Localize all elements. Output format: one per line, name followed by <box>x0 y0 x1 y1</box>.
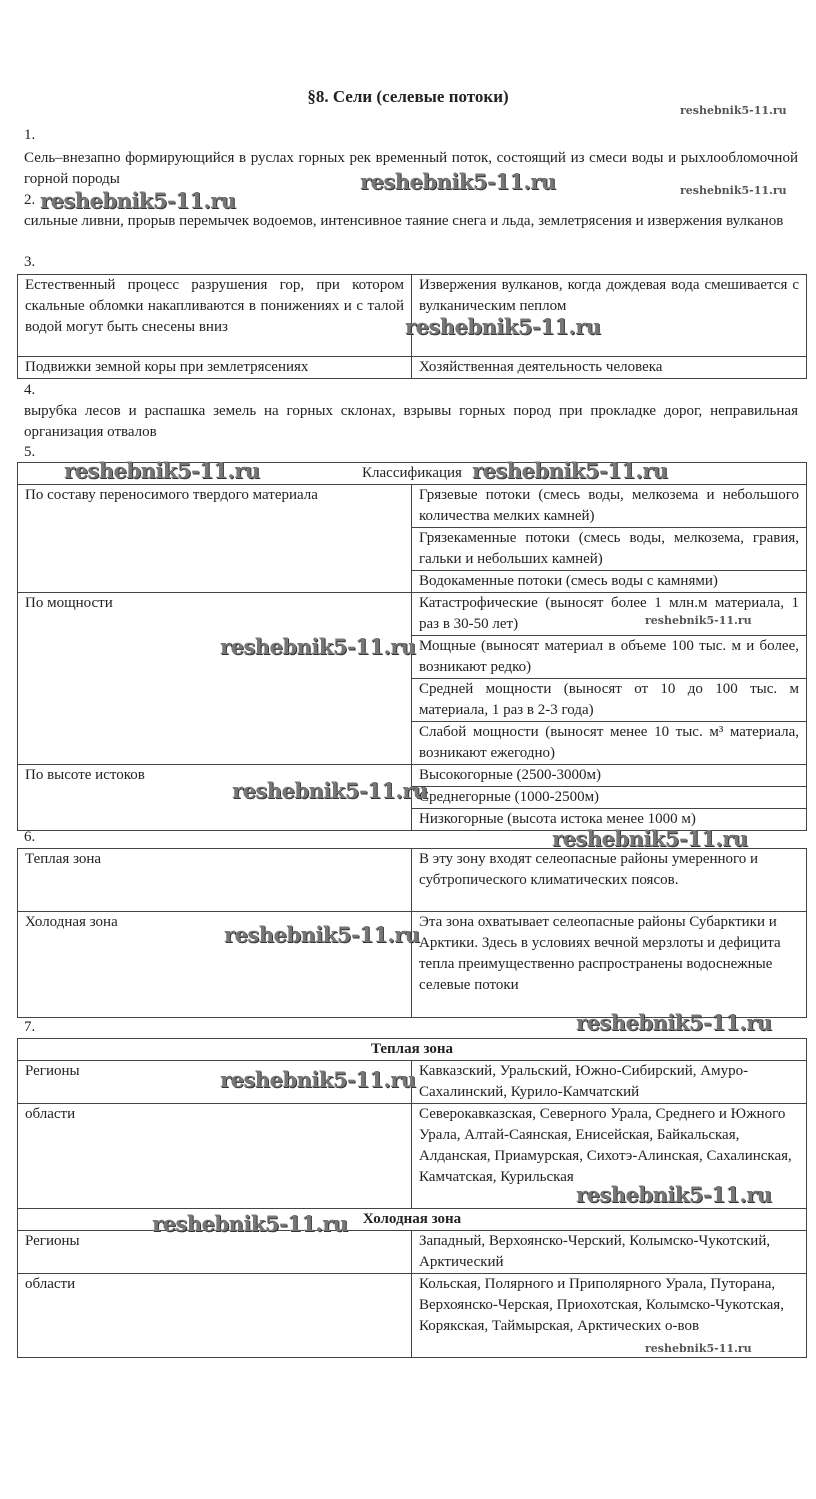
cell: Водокаменные потоки (смесь воды с камнями) <box>412 571 807 593</box>
cell: Хозяйственная деятельность человека <box>412 357 807 379</box>
q6-number: 6. <box>24 829 36 845</box>
watermark: reshebnik5-11.ru <box>472 458 668 483</box>
cell: Теплая зона <box>18 849 412 912</box>
cell: Регионы <box>18 1231 412 1274</box>
q4-number: 4. <box>24 382 36 398</box>
cell: Холодная зона <box>18 912 412 1018</box>
watermark: reshebnik5-11.ru <box>645 614 752 627</box>
cell: Высокогорные (2500-3000м) <box>412 765 807 787</box>
watermark: reshebnik5-11.ru <box>220 634 416 659</box>
cell: Подвижки земной коры при землетрясениях <box>18 357 412 379</box>
cell: Грязекаменные потоки (смесь воды, мелкозема, гравия, гальки и небольших камней) <box>412 528 807 571</box>
watermark: reshebnik5-11.ru <box>576 1010 772 1035</box>
cell: области <box>18 1274 412 1358</box>
warm-zone-header: Теплая зона <box>18 1039 807 1061</box>
cell: Регионы <box>18 1061 412 1104</box>
watermark: reshebnik5-11.ru <box>405 314 601 339</box>
cell: Слабой мощности (выносят менее 10 тыс. м³ материала, возникают ежегодно) <box>412 722 807 765</box>
cell: Естественный процесс разрушения гор, при котором скальные обломки накапливаются в понижениях и с талой водой могут быть снесены вниз <box>18 275 412 357</box>
watermark: reshebnik5-11.ru <box>152 1211 348 1236</box>
cell: Мощные (выносят материал в объеме 100 тыс. м и более, возникают редко) <box>412 636 807 679</box>
watermark: reshebnik5-11.ru <box>576 1182 772 1207</box>
cell: области <box>18 1104 412 1209</box>
cell: Западный, Верхоянско-Черский, Колымско-Чукотский, Арктический <box>412 1231 807 1274</box>
q7-number: 7. <box>24 1019 36 1035</box>
watermark: reshebnik5-11.ru <box>680 104 787 117</box>
q3-number: 3. <box>24 254 36 270</box>
cell: Эта зона охватывает селеопасные районы Субарктики и Арктики. Здесь в условиях вечной мерзлоты и дефицита тепла преимущественно распространены водоснежные селевые потоки <box>412 912 807 1018</box>
watermark: reshebnik5-11.ru <box>360 169 556 194</box>
cell: Среднегорные (1000-2500м) <box>412 787 807 809</box>
watermark: reshebnik5-11.ru <box>232 778 428 803</box>
cell: Извержения вулканов, когда дождевая вода смешивается с вулканическим пеплом <box>412 275 807 357</box>
watermark: reshebnik5-11.ru <box>680 184 787 197</box>
watermark: reshebnik5-11.ru <box>220 1067 416 1092</box>
group-label: По высоте истоков <box>18 765 412 831</box>
group-label: По составу переносимого твердого материала <box>18 485 412 593</box>
cell: В эту зону входят селеопасные районы умеренного и субтропического климатических поясов. <box>412 849 807 912</box>
cell: Кавказский, Уральский, Южно-Сибирский, Амуро-Сахалинский, Курило-Камчатский <box>412 1061 807 1104</box>
cell: Низкогорные (высота истока менее 1000 м) <box>412 809 807 831</box>
cell: Катастрофические (выносят более 1 млн.м материала, 1 раз в 30-50 лет) <box>412 593 807 636</box>
cell: Грязевые потоки (смесь воды, мелкозема и небольшого количества мелких камней) <box>412 485 807 528</box>
watermark: reshebnik5-11.ru <box>552 826 748 851</box>
q4-answer: вырубка лесов и распашка земель на горных склонах, взрывы горных пород при прокладке дорог, неправильная организация отвалов <box>24 403 798 440</box>
q2-number: 2. <box>24 192 36 208</box>
table-header: Классификация <box>18 463 807 485</box>
watermark: reshebnik5-11.ru <box>224 922 420 947</box>
watermark: reshebnik5-11.ru <box>64 458 260 483</box>
q2-answer: сильные ливни, прорыв перемычек водоемов, интенсивное таяние снега и льда, землетрясения и извержения вулканов <box>24 213 784 229</box>
watermark: reshebnik5-11.ru <box>40 188 236 213</box>
cell: Средней мощности (выносят от 10 до 100 тыс. м материала, 1 раз в 2-3 года) <box>412 679 807 722</box>
q1-answer: Сель–внезапно формирующийся в руслах горных рек временный поток, состоящий из смеси воды и рыхлообломочной горной породы <box>24 150 798 187</box>
watermark: reshebnik5-11.ru <box>645 1342 752 1355</box>
cold-zone-header: Холодная зона <box>18 1209 807 1231</box>
page-title: §8. Сели (селевые потоки) <box>307 87 509 106</box>
q1-number: 1. <box>24 127 36 143</box>
cell: Кольская, Полярного и Приполярного Урала, Путорана, Верхоянско-Черская, Приохотская, Колымско-Чукотская, Корякская, Таймырская, Арктических о-вов <box>412 1274 807 1358</box>
cell: Северокавказская, Северного Урала, Среднего и Южного Урала, Алтай-Саянская, Енисейская, Байкальская, Алданская, Приамурская, Сихотэ-Алинская, Сахалинская, Камчатская, Курильская <box>412 1104 807 1209</box>
q5-number: 5. <box>24 444 36 460</box>
group-label: По мощности <box>18 593 412 765</box>
